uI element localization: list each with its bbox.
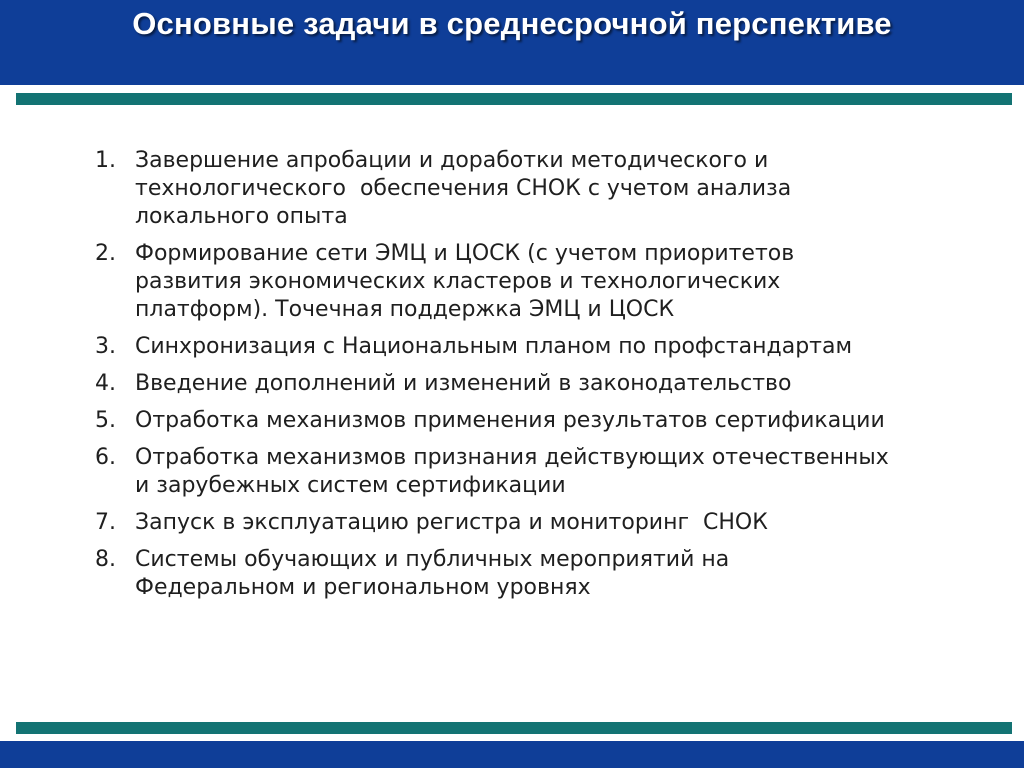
list-item xyxy=(95,509,1005,537)
list-item xyxy=(95,370,1005,398)
item-number: 3. xyxy=(95,334,116,359)
footer-band xyxy=(0,741,1024,768)
list-item xyxy=(95,407,1005,435)
top-divider-stripe xyxy=(16,93,1012,105)
task-list xyxy=(95,147,1005,611)
item-text: Отработка механизмов применения результатов сертификации xyxy=(135,408,885,433)
item-text: Запуск в эксплуатацию регистра и мониторинг СНОК xyxy=(135,510,768,535)
item-number: 4. xyxy=(95,371,116,396)
bottom-divider-stripe xyxy=(16,722,1012,734)
item-number: 1. xyxy=(95,148,116,173)
list-item xyxy=(95,546,1005,602)
list-item xyxy=(95,333,1005,361)
item-text: Системы обучающих и публичных мероприятий на Федеральном и региональном уровнях xyxy=(135,547,730,600)
item-number: 8. xyxy=(95,547,116,572)
item-number: 6. xyxy=(95,445,116,470)
list-item xyxy=(95,240,1005,324)
slide-title: Основные задачи в среднесрочной перспективе xyxy=(132,6,892,41)
item-text: Формирование сети ЭМЦ и ЦОСК (с учетом приоритетов развития экономических кластеров и технологических платформ). Точечная поддержка ЭМЦ и ЦОСК xyxy=(135,241,795,322)
list-item xyxy=(95,444,1005,500)
item-text: Завершение апробации и доработки методического и технологического обеспечения СНОК с учетом анализа локального опыта xyxy=(135,148,792,229)
item-number: 5. xyxy=(95,408,116,433)
list-item xyxy=(95,147,1005,231)
item-text: Введение дополнений и изменений в законодательство xyxy=(135,371,792,396)
item-text: Отработка механизмов признания действующих отечественных и зарубежных систем сертификации xyxy=(135,445,889,498)
item-text: Синхронизация с Национальным планом по профстандартам xyxy=(135,334,853,359)
item-number: 2. xyxy=(95,241,116,266)
item-number: 7. xyxy=(95,510,116,535)
